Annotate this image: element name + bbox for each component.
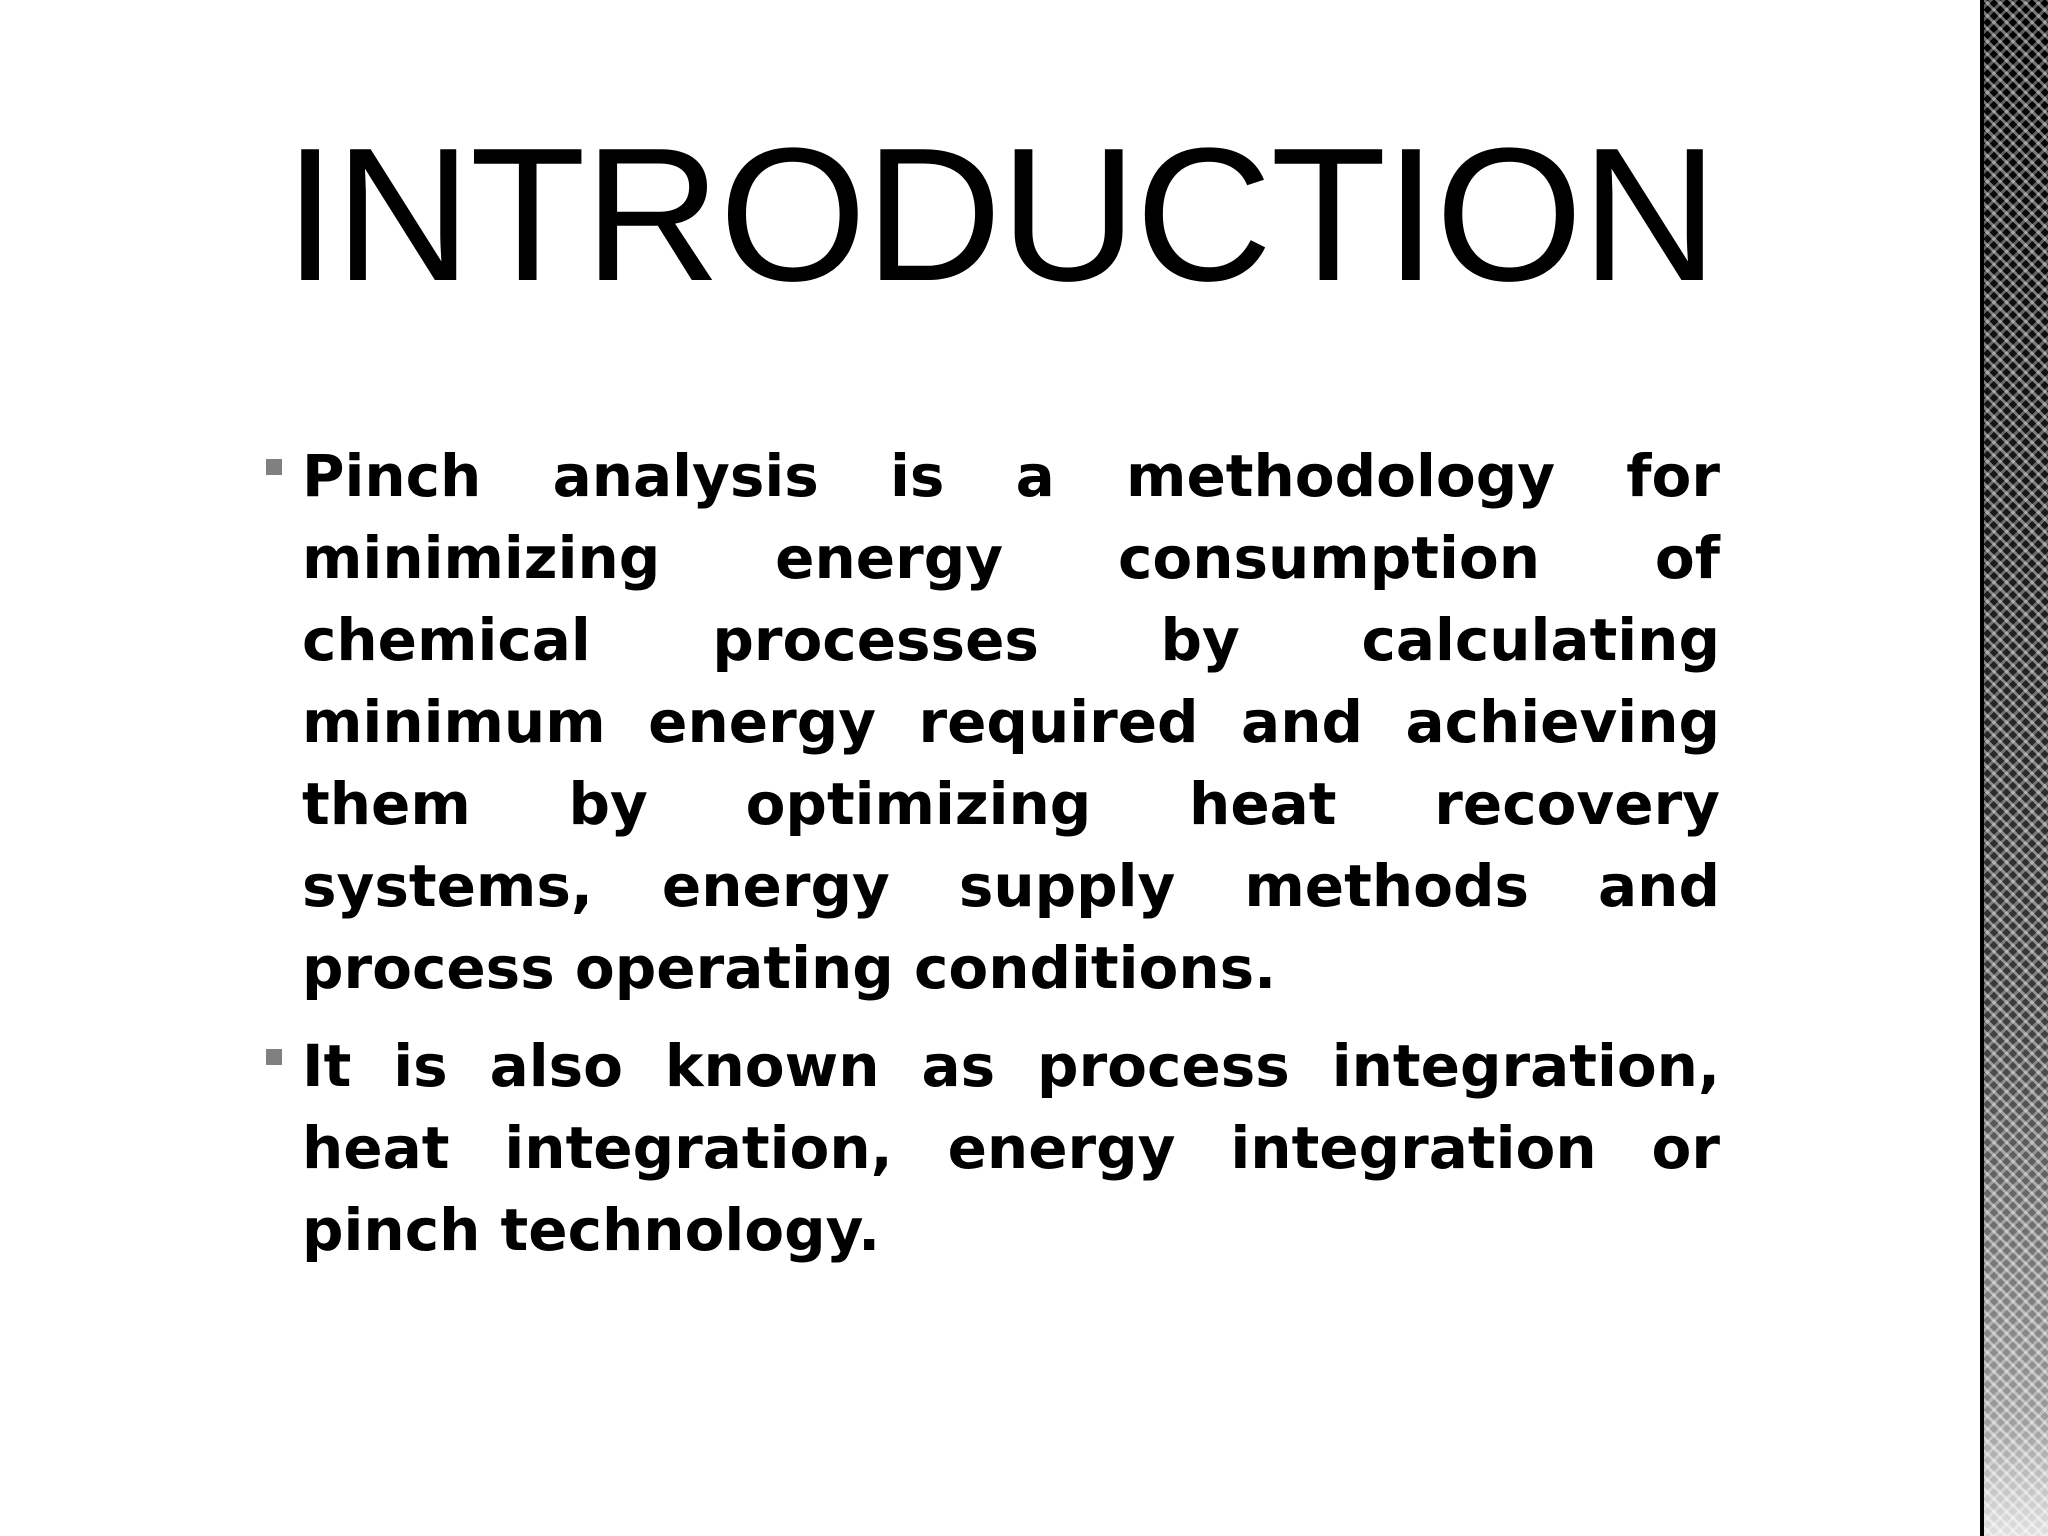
bullet-item bbox=[260, 1025, 1720, 1271]
bullet-text: Pinch analysis is a methodology for minimizing energy consumption of chemical processes by calculating minimum energy required and achieving them by optimizing heat recovery systems, energy supply methods and process operating conditions. bbox=[302, 442, 1720, 1002]
slide-title: INTRODUCTION bbox=[283, 109, 1717, 321]
square-bullet-icon bbox=[266, 1049, 282, 1065]
bullet-item bbox=[260, 435, 1720, 1009]
bullet-text: It is also known as process integration, heat integration, energy integration or pinch technology. bbox=[302, 1032, 1720, 1264]
square-bullet-icon bbox=[266, 459, 282, 475]
decorative-edge-band bbox=[1978, 0, 2048, 1536]
decorative-edge-line bbox=[1978, 0, 1984, 1536]
slide-body bbox=[260, 435, 1720, 1287]
